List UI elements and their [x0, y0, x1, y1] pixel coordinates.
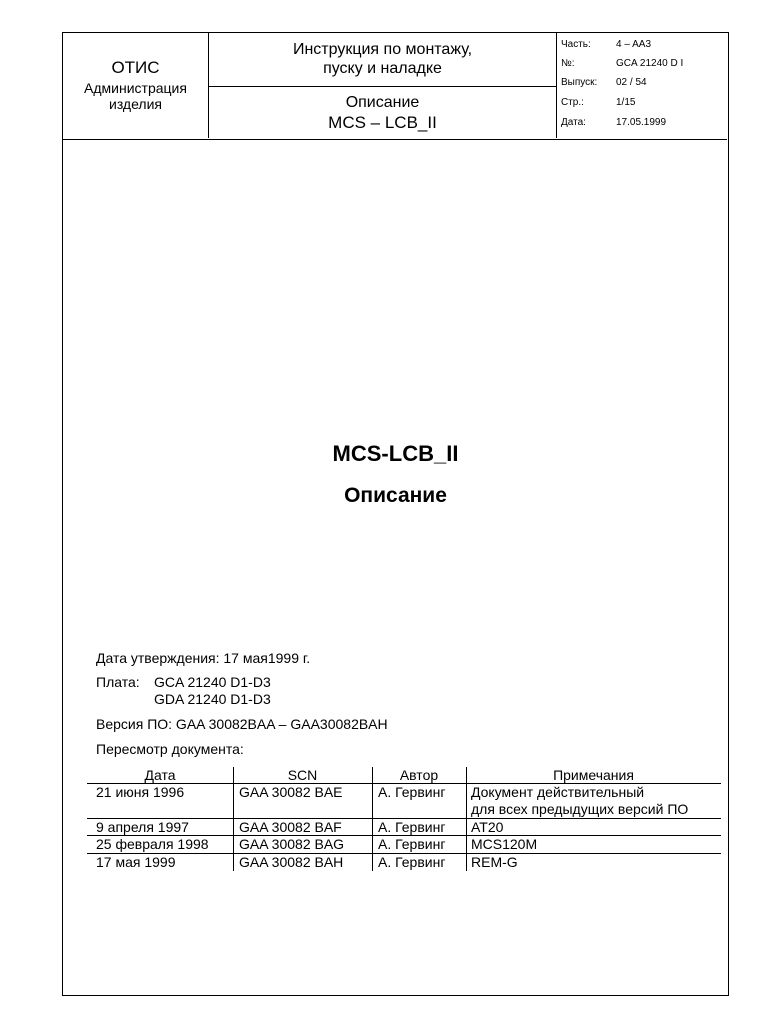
- cell-date: 21 июня 1996: [96, 784, 185, 800]
- cell-date: 9 апреля 1997: [96, 819, 189, 835]
- column-header-scn: SCN: [287, 767, 318, 783]
- meta-row-page: [557, 93, 727, 112]
- cell-scn: GAA 30082 BAH: [239, 854, 344, 870]
- doc-type-line-1: Инструкция по монтажу,: [292, 41, 473, 58]
- meta-value: 17.05.1999: [616, 117, 667, 128]
- cell-scn: GAA 30082 BAF: [239, 819, 342, 835]
- subject-line-1: Описание: [345, 94, 420, 111]
- meta-key: Часть:: [561, 39, 591, 50]
- revision-label: Пересмотр документа:: [96, 741, 244, 757]
- doc-type-cell: [209, 33, 556, 87]
- org-subtitle: [63, 80, 208, 112]
- meta-value: 4 – AA3: [616, 39, 652, 50]
- meta-row-date: [557, 113, 727, 132]
- meta-row-part: [557, 35, 727, 54]
- cell-note-line-1: AT20: [471, 819, 504, 835]
- approval-date: Дата утверждения: 17 мая1999 г.: [96, 650, 311, 666]
- cell-note-line-1: REM-G: [471, 854, 518, 870]
- cell-author: А. Гервинг: [378, 836, 446, 852]
- meta-key: Дата:: [561, 117, 586, 128]
- header-meta: [557, 33, 727, 138]
- meta-key: Выпуск:: [561, 77, 598, 88]
- cell-note-line-2: для всех предыдущих версий ПО: [471, 801, 689, 817]
- column-header-notes: Примечания: [553, 767, 634, 783]
- revision-table: [87, 767, 721, 874]
- cell-note-line-1: Документ действительный: [471, 784, 645, 800]
- header-title-block: [209, 33, 557, 138]
- cell-date: 25 февраля 1998: [96, 836, 209, 852]
- page-frame: [62, 32, 729, 996]
- column-header-date: Дата: [144, 767, 176, 783]
- meta-value: 02 / 54: [616, 77, 647, 88]
- meta-row-issue: [557, 73, 727, 92]
- cell-author: А. Гервинг: [378, 784, 446, 800]
- board-line-1: GCA 21240 D1-D3: [154, 674, 271, 690]
- org-sub-line-2: изделия: [109, 96, 162, 112]
- meta-row-number: [557, 54, 727, 73]
- cell-author: А. Гервинг: [378, 854, 446, 870]
- org-sub-line-1: Администрация: [84, 80, 187, 96]
- document-subtitle: Описание: [344, 484, 447, 507]
- column-header-author: Автор: [399, 767, 439, 783]
- meta-value: 1/15: [616, 97, 636, 108]
- meta-value: GCA 21240 D I: [616, 58, 684, 69]
- cell-scn: GAA 30082 BAG: [239, 836, 345, 852]
- meta-key: Стр.:: [561, 97, 584, 108]
- subject-line-2: MCS – LCB_II: [328, 113, 437, 132]
- board-line-2: GDA 21240 D1-D3: [154, 691, 271, 707]
- header-organization: [63, 33, 209, 138]
- document-title: MCS-LCB_II: [332, 441, 459, 466]
- cell-scn: GAA 30082 BAE: [239, 784, 343, 800]
- cell-note-line-1: MCS120M: [471, 836, 538, 852]
- cell-author: А. Гервинг: [378, 819, 446, 835]
- doc-type-line-2: пуску и наладке: [323, 60, 442, 77]
- meta-key: №:: [561, 58, 575, 69]
- software-version: Версия ПО: GAA 30082BAA – GAA30082BAH: [96, 716, 388, 732]
- board-label: Плата:: [96, 674, 140, 690]
- document-header: [63, 33, 727, 140]
- cell-date: 17 мая 1999: [96, 854, 176, 870]
- org-name: ОТИС: [111, 58, 160, 77]
